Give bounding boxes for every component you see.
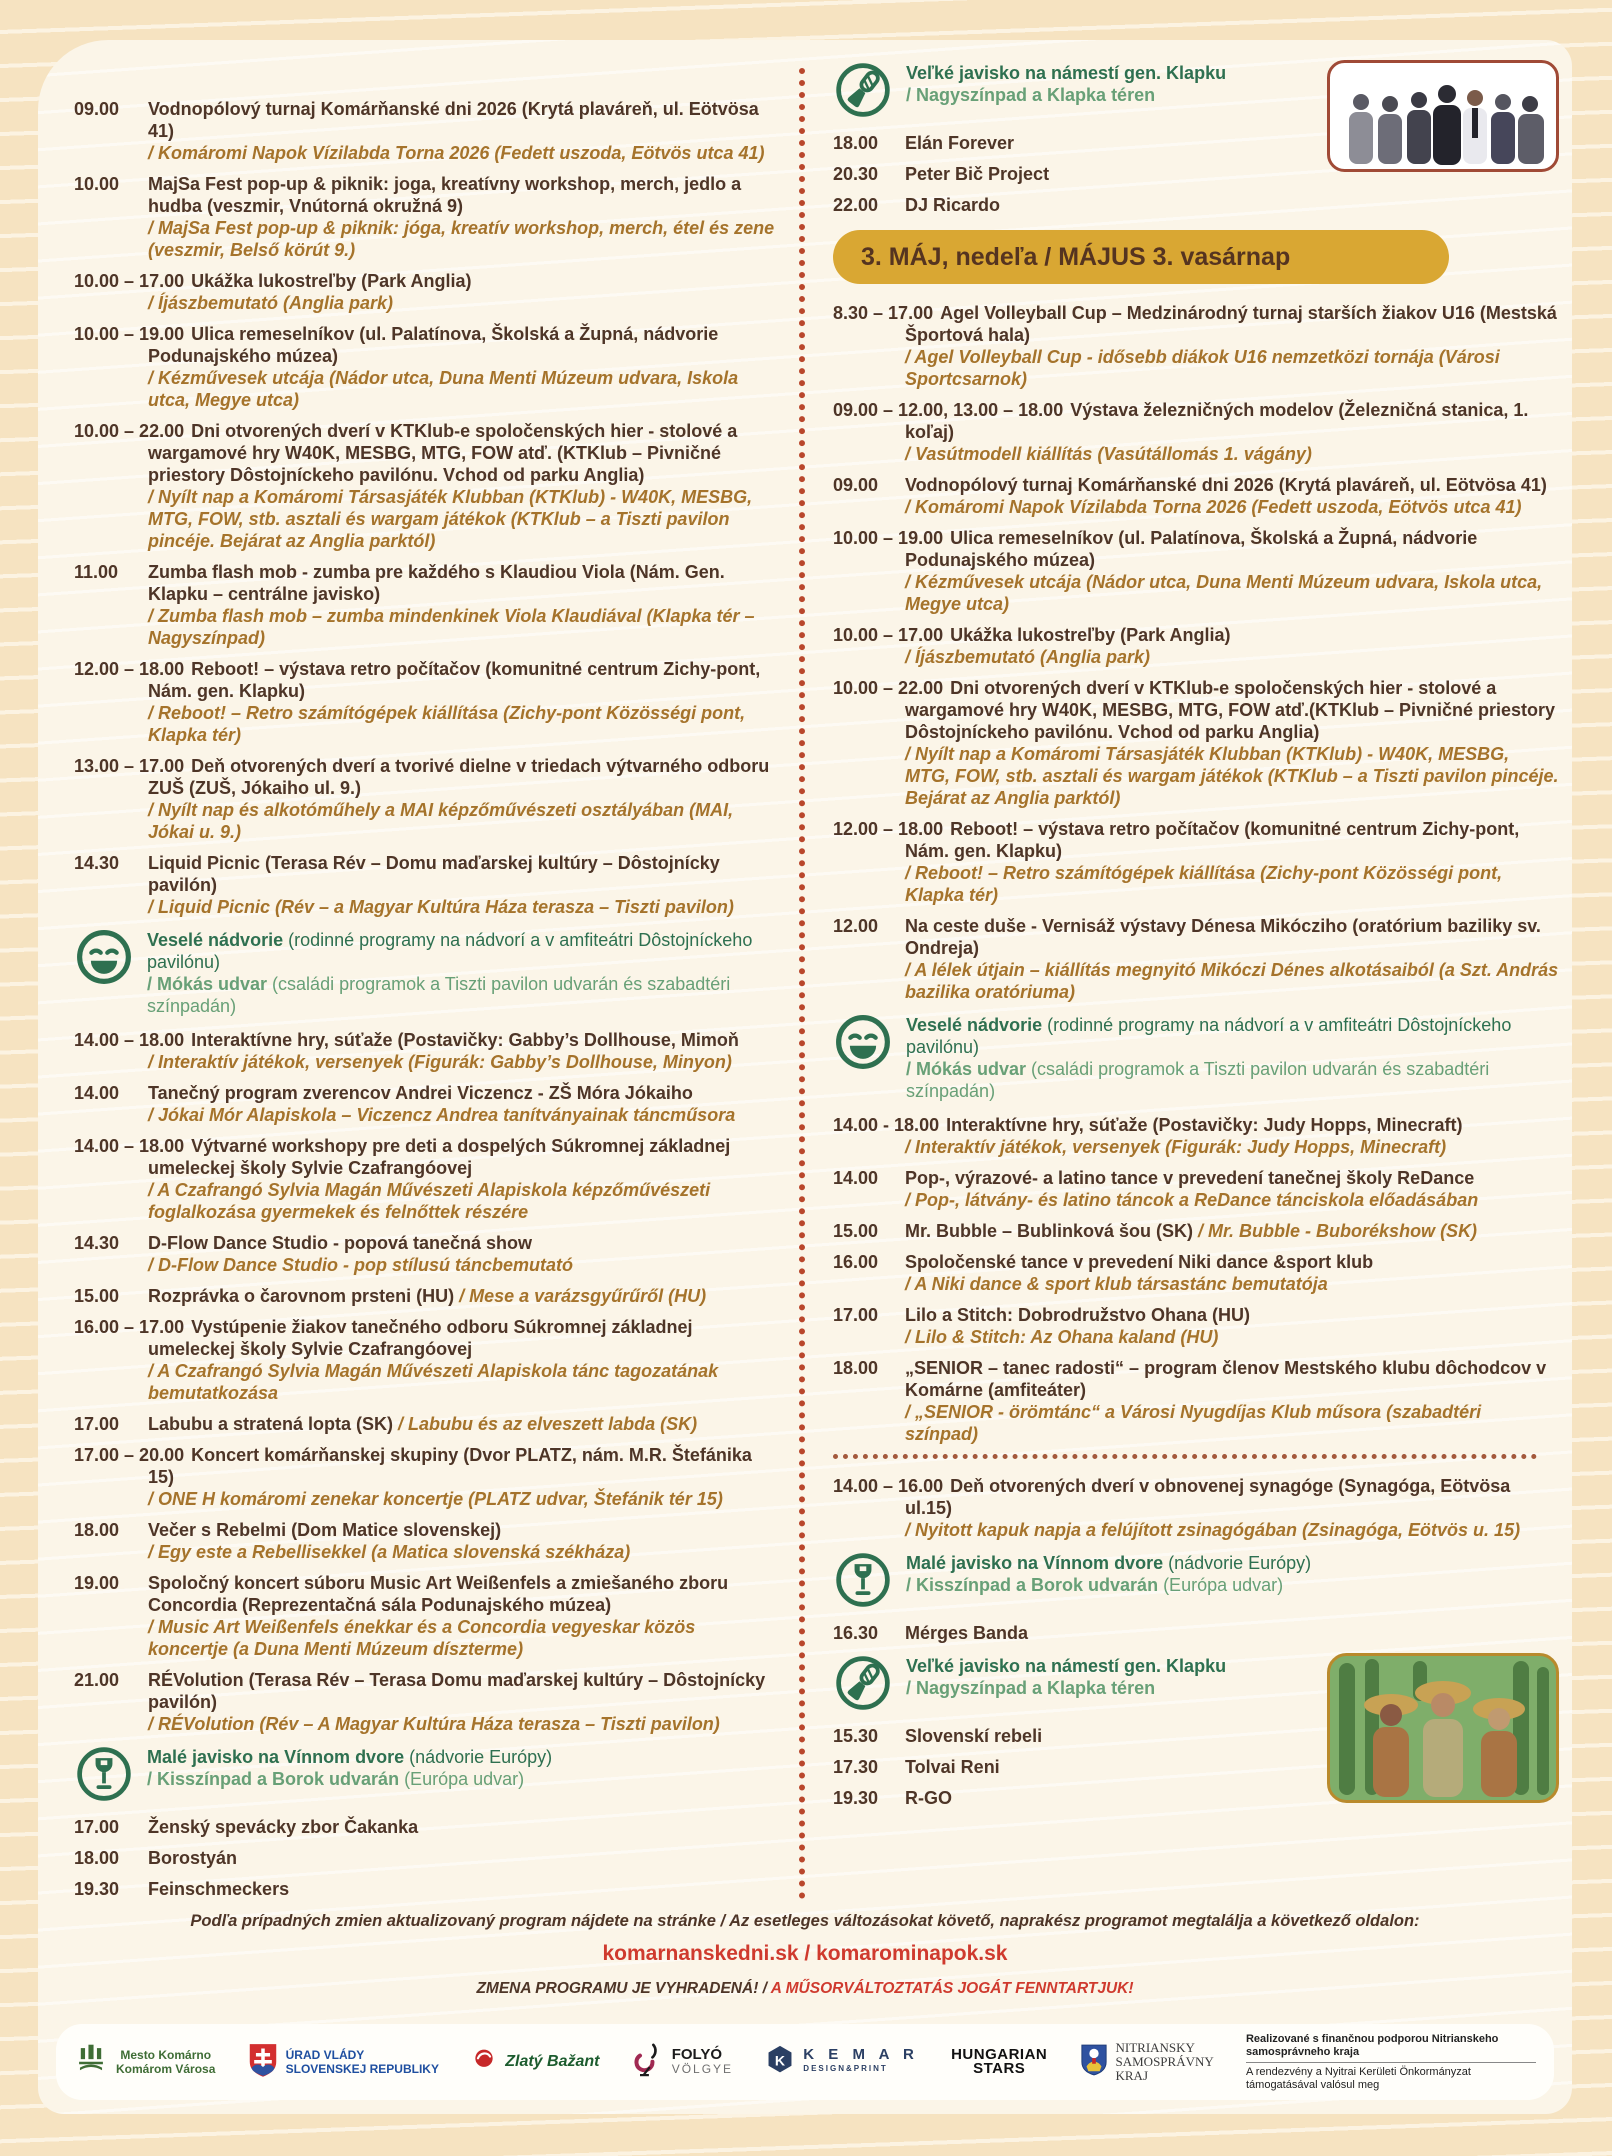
- event-row: [74, 1519, 780, 1563]
- kemar-icon: [765, 2044, 795, 2076]
- stage-title-hu-strong: / Nagyszínpad a Klapka téren: [906, 1678, 1156, 1698]
- event-row: [74, 420, 780, 552]
- event-time: 19.30: [74, 1879, 120, 1899]
- event-time: 10.00 – 19.00: [74, 324, 185, 344]
- event-title-hu: / RÉVolution (Rév – A Magyar Kultúra Háza terasza – Tiszti pavilon): [148, 1714, 720, 1734]
- logo-line: STARS: [973, 2060, 1026, 2077]
- event-row: [74, 1316, 780, 1404]
- event-time: 18.00: [74, 1848, 120, 1868]
- event-time: 10.00 – 17.00: [74, 271, 185, 291]
- event-title-sk: 15.30 Slovenskí rebeli: [833, 1726, 1043, 1746]
- event-title-sk: 12.00 – 18.00 Reboot! – výstava retro počítačov (komunitné centrum Zichy-pont, Nám. gen. Klapku): [833, 819, 1520, 861]
- event-row: [74, 658, 780, 746]
- rgo-photo: [1327, 1653, 1559, 1711]
- event-time: 17.30: [833, 1757, 879, 1777]
- event-title-hu: / Zumba flash mob – zumba mindenkinek Viola Klaudiával (Klapka tér – Nagyszínpad): [148, 606, 755, 648]
- event-title-hu: / Agel Volleyball Cup - idősebb diákok U16 nemzetközi tornája (Városi Sportcsarnok): [905, 347, 1500, 389]
- footer-websites[interactable]: komarnanskedni.sk / komarominapok.sk: [602, 1942, 1008, 1965]
- logo-line: SLOVENSKEJ REPUBLIKY: [285, 2062, 439, 2076]
- microphone-icon: [833, 1653, 893, 1713]
- event-title-sk: 14.00 Pop-, výrazové- a latino tance v prevedení tanečnej školy ReDance: [833, 1168, 1475, 1188]
- day-banner: 3. MÁJ, nedeľa / MÁJUS 3. vasárnap: [833, 230, 1449, 284]
- event-title-hu: / Interaktív játékok, versenyek (Figurák: Gabby’s Dollhouse, Minyon): [148, 1052, 732, 1072]
- event-row: [74, 561, 780, 649]
- footer-note: Podľa prípadných zmien aktualizovaný program nájdete na stránke / Az esetleges változásokat követő, naprakész programot megtalálja a következő oldalon:: [190, 1912, 1420, 1930]
- kemar-line2: DESIGN&PRINT: [803, 2064, 888, 2073]
- support-text-sk: Realizované s finančnou podporou Nitrianskeho samosprávneho kraja: [1245, 2032, 1499, 2058]
- stage-section-text: [147, 1744, 780, 1790]
- stage-title-sk: [906, 1655, 1314, 1677]
- mesto-komarno-icon: [74, 2043, 108, 2077]
- event-title-sk: 18.00 „SENIOR – tanec radosti“ – program členov Mestského klubu dôchodcov v Komárne (amfiteáter): [833, 1358, 1547, 1400]
- event-row: [833, 1357, 1559, 1445]
- event-time: 14.30: [74, 853, 120, 873]
- stage-section-header: [833, 1550, 1559, 1610]
- support-text-hu: A rendezvény a Nyitrai Kerületi Önkormányzat támogatásával valósul meg: [1245, 2065, 1471, 2091]
- event-title-sk: 17.00 – 20.00 Koncert komárňanskej skupiny (Dvor PLATZ, nám. M.R. Štefánika 15): [74, 1445, 752, 1487]
- event-title-hu: / Kézművesek utcája (Nádor utca, Duna Menti Múzeum udvara, Iskola utca, Megye utca): [148, 368, 739, 410]
- event-title-sk: 14.00 – 16.00 Deň otvorených dverí v obnovenej synagóge (Synagóga, Eötvösa ul.15): [833, 1476, 1511, 1518]
- event-title-sk: 17.00 Labubu a stratená lopta (SK) / Labubu és az elveszett labda (SK): [74, 1414, 698, 1434]
- event-row: [74, 1847, 780, 1869]
- event-title-sk: 15.00 Rozprávka o čarovnom prsteni (HU) / Mese a varázsgyűrűről (HU): [74, 1286, 707, 1306]
- event-time: 16.00 – 17.00: [74, 1317, 185, 1337]
- event-title-hu: / Interaktív játékok, versenyek (Figurák: Judy Hopps, Minecraft): [905, 1137, 1447, 1157]
- event-time: 14.00: [74, 1083, 120, 1103]
- event-row: [74, 852, 780, 918]
- event-time: 15.30: [833, 1726, 879, 1746]
- stage-title-hu-strong: / Mókás udvar: [147, 974, 268, 994]
- event-time: 09.00: [833, 475, 879, 495]
- zlaty-bazant-icon: [471, 2047, 497, 2073]
- event-row: [74, 1572, 780, 1660]
- event-title-sk: 15.00 Mr. Bubble – Bublinková šou (SK) / Mr. Bubble - Buborékshow (SK): [833, 1221, 1478, 1241]
- logo-folyo-volgye: [632, 2042, 733, 2083]
- event-row: [74, 1669, 780, 1735]
- event-time: 18.00: [833, 1358, 879, 1378]
- event-time: 11.00: [74, 562, 119, 582]
- stage-section-header: [833, 1012, 1559, 1102]
- logo-zlaty-bazant: [471, 2047, 599, 2078]
- svg-text:K: K: [775, 2051, 786, 2068]
- event-title-sk: 10.00 – 17.00 Ukážka lukostreľby (Park Anglia): [833, 625, 1231, 645]
- event-title-sk: 18.00 Večer s Rebelmi (Dom Matice slovenskej): [74, 1520, 502, 1540]
- dotted-divider: [833, 1454, 1537, 1459]
- stage-title-sk-strong: Veselé nádvorie: [906, 1015, 1043, 1035]
- event-row: [833, 1475, 1559, 1541]
- event-title-sk: 12.00 – 18.00 Reboot! – výstava retro počítačov (komunitné centrum Zichy-pont, Nám. gen. Klapku): [74, 659, 761, 701]
- event-title-hu: / Egy este a Rebellisekkel (a Matica slovenská székháza): [148, 1542, 631, 1562]
- footer-disclaimer: [38, 1980, 1572, 1998]
- event-row: [74, 1135, 780, 1223]
- logo-line: Zlatý Bažant: [505, 2053, 600, 2070]
- event-row: [833, 194, 1559, 216]
- event-title-sk: 17.30 Tolvai Reni: [833, 1757, 1000, 1777]
- mesto-komarno-mark: [74, 2043, 108, 2082]
- event-row: [74, 1082, 780, 1126]
- event-title-hu: / Jókai Mór Alapiskola – Viczencz Andrea tanítványainak táncműsora: [148, 1105, 736, 1125]
- event-title-sk: 14.00 Tanečný program zverencov Andrei Viczencz - ZŠ Móra Jókaiho: [74, 1083, 693, 1103]
- urad-vlady-mark: [248, 2042, 278, 2083]
- stage-title-sk: Malé javisko na Vínnom dvore (nádvorie Európy): [147, 1747, 553, 1767]
- logo-line: SAMOSPRÁVNY: [1115, 2054, 1214, 2069]
- event-title-hu: / Reboot! – Retro számítógépek kiállítása (Zichy-pont Közösségi pont, Klapka tér): [148, 703, 746, 745]
- event-row: [833, 1114, 1559, 1158]
- stage-section-header: [74, 927, 780, 1017]
- folyo-line1: FOLYÓ: [671, 2046, 722, 2063]
- stage-section-header: [74, 1744, 780, 1804]
- event-time: 17.00: [833, 1305, 879, 1325]
- event-title-hu: / Liquid Picnic (Rév – a Magyar Kultúra Háza terasza – Tiszti pavilon): [148, 897, 734, 917]
- event-time: 17.00 – 20.00: [74, 1445, 185, 1465]
- event-time: 12.00: [833, 916, 879, 936]
- event-title-sk: 09.00 Vodnopólový turnaj Komárňanské dni 2026 (Krytá plaváreň, ul. Eötvösa 41): [833, 475, 1547, 495]
- stage-section-text: [906, 1550, 1559, 1596]
- logo-line: ÚRAD VLÁDY: [285, 2048, 365, 2062]
- kemar-mark: [765, 2044, 795, 2081]
- event-row: [833, 915, 1559, 1003]
- event-title-hu: / Labubu és az elveszett labda (SK): [398, 1414, 698, 1434]
- event-row: [833, 1220, 1559, 1242]
- event-title-hu: / Nyílt nap a Komáromi Társasjáték Klubban (KTKlub) - W40K, MESBG, MTG, FOW, stb. asztali és wargam játékok (KTKlub – a Tiszti pavilon pincéje. Bejárat az Anglia parktól): [905, 744, 1559, 808]
- event-time: 09.00 – 12.00, 13.00 – 18.00: [833, 400, 1064, 420]
- program-column-saturday: [74, 98, 780, 1909]
- logo-mesto-komarno: [74, 2043, 215, 2082]
- event-time: 19.00: [74, 1573, 120, 1593]
- stage-title-hu-strong: / Nagyszínpad a Klapka téren: [906, 85, 1156, 105]
- stage-title-sk-strong: Veselé nádvorie: [147, 930, 284, 950]
- event-title-hu: / Kézművesek utcája (Nádor utca, Duna Menti Múzeum udvara, Iskola utca, Megye utca): [905, 572, 1543, 614]
- event-time: 09.00: [74, 99, 120, 119]
- event-time: 10.00 – 22.00: [74, 421, 185, 441]
- event-row: [74, 1878, 780, 1900]
- logo-line: NITRIANSKY: [1115, 2040, 1195, 2055]
- event-row: [833, 677, 1559, 809]
- event-title-hu: / Nyílt nap a Komáromi Társasjáték Klubban (KTKlub) - W40K, MESBG, MTG, FOW, stb. asztali és wargam játékok (KTKlub – a Tiszti pavilon pincéje. Bejárat az Anglia parktól): [148, 487, 753, 551]
- event-time: 22.00: [833, 195, 879, 215]
- stage-section-text: [906, 1012, 1559, 1102]
- event-time: 15.00: [833, 1221, 879, 1241]
- event-row: [833, 818, 1559, 906]
- event-time: 14.00 - 18.00: [833, 1115, 940, 1135]
- logo-hungarian-stars-label: [951, 2048, 1047, 2076]
- logo-zlaty-bazant-label: [505, 2055, 599, 2069]
- event-title-hu: / Íjászbemutató (Anglia park): [148, 293, 394, 313]
- event-title-sk: 17.00 Ženský spevácky zbor Čakanka: [74, 1817, 419, 1837]
- event-time: 12.00 – 18.00: [833, 819, 944, 839]
- event-row: [833, 302, 1559, 390]
- smiley-icon: [833, 1012, 893, 1072]
- event-title-sk: 10.00 – 17.00 Ukážka lukostreľby (Park Anglia): [74, 271, 472, 291]
- event-time: 13.00 – 17.00: [74, 756, 185, 776]
- event-title-hu: / „SENIOR - örömtánc“ a Városi Nyugdíjas Klub műsora (szabadtéri színpad): [905, 1402, 1482, 1444]
- event-title-hu: / Music Art Weißenfels énekkar és a Concordia vegyeskar közös koncertje (a Duna Menti Múzeum díszterme): [148, 1617, 696, 1659]
- event-title-hu: / D-Flow Dance Studio - pop stílusú táncbemutató: [148, 1255, 574, 1275]
- event-title-hu: / Komáromi Napok Vízilabda Torna 2026 (Fedett uszoda, Eötvös utca 41): [905, 497, 1522, 517]
- microphone-icon: [833, 60, 893, 120]
- event-title-hu: / A lélek útjain – kiállítás megnyitó Mikóczi Dénes alkotásaiból (a Szt. András bazilika oratóriuma): [905, 960, 1559, 1002]
- nitriansky-kraj-mark: [1080, 2043, 1108, 2082]
- event-title-sk: 10.00 – 19.00 Ulica remeselníkov (ul. Palatínova, Školská a Župná, nádvorie Podunajského múzea): [74, 324, 719, 366]
- event-time: 21.00: [74, 1670, 120, 1690]
- event-title-sk: 18.00 Borostyán: [74, 1848, 238, 1868]
- stage-section-header: [833, 60, 1559, 120]
- event-row: [833, 1304, 1559, 1348]
- event-time: 8.30 – 17.00: [833, 303, 934, 323]
- event-title-sk: 21.00 RÉVolution (Terasa Rév – Terasa Domu maďarskej kultúry – Dôstojnícky pavilón): [74, 1670, 766, 1712]
- folyo-line2: VÖLGYE: [671, 2062, 734, 2076]
- footer-disclaimer-hu: A MŰSORVÁLTOZTATÁS JOGÁT FENNTARTJUK!: [770, 1980, 1134, 1997]
- event-row: [74, 1444, 780, 1510]
- logo-nitriansky-kraj-label: [1116, 2041, 1214, 2083]
- event-title-sk: 10.00 – 22.00 Dni otvorených dverí v KTKlub-e spoločenských hier - stolové a wargamové hry W40K, MESBG, MTG, FOW atď. (KTKlub – Pivničné priestory Dôstojníckeho pavilónu. Vchod od parku Anglia): [74, 421, 738, 485]
- event-row: [74, 1816, 780, 1838]
- event-row: [74, 755, 780, 843]
- stage-title-hu: / Mókás udvar (családi programok a Tiszti pavilon udvarán és szabadtéri színpadán): [147, 974, 731, 1016]
- logo-kemar: [765, 2044, 919, 2081]
- event-title-sk: 10.00 – 22.00 Dni otvorených dverí v KTKlub-e spoločenských hier - stolové a wargamové hry W40K, MESBG, MTG, FOW atď.(KTKlub – Pivničné priestory Dôstojníckeho pavilónu. Vchod od parku Anglia): [833, 678, 1556, 742]
- event-title-sk: 10.00 MajSa Fest pop-up & piknik: joga, kreatívny workshop, merch, jedlo a hudba (veszmir, Vnútorná okružná 9): [74, 174, 742, 216]
- event-title-sk: 14.00 – 18.00 Výtvarné workshopy pre deti a dospelých Súkromnej základnej umeleckej školy Sylvie Czafrangóovej: [74, 1136, 731, 1178]
- event-title-sk: 12.00 Na ceste duše - Vernisáž výstavy Dénesa Mikócziho (oratórium baziliky sv. Ondreja): [833, 916, 1541, 958]
- stage-section-header: [833, 1653, 1559, 1713]
- event-time: 14.00: [833, 1168, 879, 1188]
- wine-glass-icon: [833, 1550, 893, 1610]
- event-title-hu: / Nyílt nap és alkotóműhely a MAI képzőművészeti osztályában (MAI, Jókai u. 9.): [148, 800, 734, 842]
- event-title-hu: / Vasútmodell kiállítás (Vasútállomás 1. vágány): [905, 444, 1312, 464]
- logo-mesto-komarno-label: [116, 2048, 215, 2076]
- event-title-sk: 13.00 – 17.00 Deň otvorených dverí a tvorivé dielne v triedach výtvarného odboru ZUŠ (ZUŠ, Jókaiho ul. 9.): [74, 756, 770, 798]
- stage-title-hu: / Mókás udvar (családi programok a Tiszti pavilon udvarán és szabadtéri színpadán): [906, 1059, 1490, 1101]
- event-time: 18.00: [833, 133, 879, 153]
- event-title-sk: 14.30 D-Flow Dance Studio - popová tanečná show: [74, 1233, 533, 1253]
- event-row: [833, 527, 1559, 615]
- event-time: 14.00 – 18.00: [74, 1136, 185, 1156]
- event-time: 14.30: [74, 1233, 120, 1253]
- event-row: [74, 1029, 780, 1073]
- event-title-hu: / MajSa Fest pop-up & piknik: jóga, kreatív workshop, merch, étel és zene (veszmir, Belső körút 9.): [148, 218, 775, 260]
- program-card: [38, 40, 1572, 2114]
- footer-disclaimer-sk: ZMENA PROGRAMU JE VYHRADENÁ! /: [476, 1980, 771, 1997]
- event-row: [74, 98, 780, 164]
- event-title-sk: 19.30 Feinschmeckers: [74, 1879, 290, 1899]
- event-title-sk: 10.00 – 19.00 Ulica remeselníkov (ul. Palatínova, Školská a Župná, nádvorie Podunajského múzea): [833, 528, 1478, 570]
- logo-line: Mesto Komárno: [120, 2048, 212, 2062]
- event-title-hu: / ONE H komáromi zenekar koncertje (PLATZ udvar, Štefánik tér 15): [148, 1489, 723, 1509]
- event-row: [833, 1622, 1559, 1644]
- event-title-hu: / A Niki dance & sport klub társastánc bemutatója: [905, 1274, 1328, 1294]
- event-title-sk: 19.00 Spoločný koncert súboru Music Art Weißenfels a zmiešaného zboru Concordia (Reprezentačná sála Podunajského múzea): [74, 1573, 729, 1615]
- stage-title-hu: [906, 84, 1314, 106]
- stage-title-sk-strong: Veľké javisko na námestí gen. Klapku: [906, 63, 1227, 83]
- stage-title-sk-strong: Veľké javisko na námestí gen. Klapku: [906, 1656, 1227, 1676]
- event-row: [833, 399, 1559, 465]
- logo-folyo-volgye-label: [672, 2048, 733, 2076]
- event-time: 15.00: [74, 1286, 120, 1306]
- event-title-hu: / Mese a varázsgyűrűről (HU): [459, 1286, 707, 1306]
- stage-title-hu-strong: / Mókás udvar: [906, 1059, 1027, 1079]
- event-title-hu: / Komáromi Napok Vízilabda Torna 2026 (Fedett uszoda, Eötvös utca 41): [148, 143, 765, 163]
- event-title-sk: 22.00 DJ Ricardo: [833, 195, 1001, 215]
- band-photo: [1327, 60, 1559, 172]
- event-title-sk: 16.00 – 17.00 Vystúpenie žiakov tanečného odboru Súkromnej základnej umeleckej školy Sylvie Czafrangóovej: [74, 1317, 693, 1359]
- event-title-hu: / Reboot! – Retro számítógépek kiállítása (Zichy-pont Közösségi pont, Klapka tér): [905, 863, 1503, 905]
- logo-kemar-label: [803, 2048, 919, 2076]
- event-time: 16.00: [833, 1252, 879, 1272]
- event-time: 17.00: [74, 1414, 120, 1434]
- event-row: [74, 1285, 780, 1307]
- event-title-hu: / Pop-, látvány- és latino táncok a ReDance tánciskola előadásában: [905, 1190, 1479, 1210]
- stage-title-hu: / Kisszínpad a Borok udvarán (Európa udvar): [906, 1575, 1284, 1595]
- event-time: 18.00: [74, 1520, 120, 1540]
- event-title-sk: 16.00 Spoločenské tance v prevedení Niki dance &sport klub: [833, 1252, 1374, 1272]
- event-title-sk: 16.30 Mérges Banda: [833, 1623, 1029, 1643]
- logo-urad-vlady: [248, 2042, 439, 2083]
- event-row: [74, 270, 780, 314]
- folyo-volgye-icon: [632, 2042, 664, 2078]
- stage-title-sk: Malé javisko na Vínnom dvore (nádvorie Európy): [906, 1553, 1312, 1573]
- support-divider: [1246, 2062, 1536, 2063]
- logo-hungarian-stars: [951, 2048, 1047, 2076]
- event-row: [74, 173, 780, 261]
- event-title-sk: 14.00 - 18.00 Interaktívne hry, súťaže (Postavičky: Judy Hopps, Minecraft): [833, 1115, 1463, 1135]
- stage-title-hu-strong: / Kisszínpad a Borok udvarán: [147, 1769, 400, 1789]
- logo-nitriansky-kraj: [1080, 2041, 1214, 2083]
- event-time: 19.30: [833, 1788, 879, 1808]
- event-time: 10.00 – 22.00: [833, 678, 944, 698]
- logo-urad-vlady-label: [286, 2048, 439, 2076]
- event-title-sk: 18.00 Elán Forever: [833, 133, 1015, 153]
- logo-support-label: [1246, 2033, 1536, 2092]
- event-title-sk: 11.00 Zumba flash mob - zumba pre každého s Klaudiou Viola (Nám. Gen. Klapku – centrálne javisko): [74, 562, 725, 604]
- stage-title-sk: Veselé nádvorie (rodinné programy na nádvorí a v amfiteátri Dôstojníckeho pavilónu): [147, 930, 753, 972]
- event-title-hu: / A Czafrangó Sylvia Magán Művészeti Alapiskola tánc tagozatának bemutatkozása: [148, 1361, 719, 1403]
- event-time: 20.30: [833, 164, 879, 184]
- event-row: [833, 474, 1559, 518]
- event-row: [833, 1251, 1559, 1295]
- stage-section-text: [906, 60, 1314, 106]
- event-time: 10.00 – 17.00: [833, 625, 944, 645]
- event-title-hu: / Lilo & Stitch: Az Ohana kaland (HU): [905, 1327, 1219, 1347]
- event-row: [833, 1167, 1559, 1211]
- event-time: 12.00 – 18.00: [74, 659, 185, 679]
- stage-title-hu-strong: / Kisszínpad a Borok udvarán: [906, 1575, 1159, 1595]
- event-row: [833, 624, 1559, 668]
- stage-title-sk: Veselé nádvorie (rodinné programy na nádvorí a v amfiteátri Dôstojníckeho pavilónu): [906, 1015, 1512, 1057]
- wine-glass-icon: [74, 1744, 134, 1804]
- smiley-icon: [74, 927, 134, 987]
- event-time: 14.00 – 16.00: [833, 1476, 944, 1496]
- event-title-hu: / Nyitott kapuk napja a felújított zsinagógában (Zsinagóga, Eötvös u. 15): [905, 1520, 1521, 1540]
- event-title-sk: 14.00 – 18.00 Interaktívne hry, súťaže (Postavičky: Gabby’s Dollhouse, Mimoň: [74, 1030, 739, 1050]
- column-divider-dotted: [799, 68, 805, 1900]
- event-row: [74, 1232, 780, 1276]
- slovak-coat-of-arms-icon: [248, 2042, 278, 2078]
- event-row: [74, 1413, 780, 1435]
- event-time: 14.00 – 18.00: [74, 1030, 185, 1050]
- event-title-sk: 20.30 Peter Bič Project: [833, 164, 1050, 184]
- event-title-hu: / Íjászbemutató (Anglia park): [905, 647, 1151, 667]
- folyo-volgye-mark: [632, 2042, 664, 2083]
- event-time: 10.00: [74, 174, 120, 194]
- event-time: 10.00 – 19.00: [833, 528, 944, 548]
- event-title-sk: 8.30 – 17.00 Agel Volleyball Cup – Medzinárodný turnaj starších žiakov U16 (Mestská Športová hala): [833, 303, 1557, 345]
- event-title-hu: / A Czafrangó Sylvia Magán Művészeti Alapiskola képzőművészeti foglalkozása gyermekek és felnőttek részére: [148, 1180, 711, 1222]
- program-column-sunday: [833, 56, 1559, 1818]
- stage-section-text: [147, 927, 780, 1017]
- event-title-hu: / Mr. Bubble - Buborékshow (SK): [1198, 1221, 1478, 1241]
- event-title-sk: 09.00 Vodnopólový turnaj Komárňanské dni 2026 (Krytá plaváreň, ul. Eötvösa 41): [74, 99, 759, 141]
- logo-line: HUNGARIAN: [951, 2046, 1048, 2063]
- kemar-line1: K E M A R: [803, 2046, 919, 2063]
- logo-line: Komárom Városa: [116, 2062, 216, 2076]
- event-title-sk: 14.30 Liquid Picnic (Terasa Rév – Domu maďarskej kultúry – Dôstojnícky pavilón): [74, 853, 720, 895]
- band-photo: [1327, 60, 1559, 118]
- event-time: 16.30: [833, 1623, 879, 1643]
- event-row: [74, 323, 780, 411]
- rgo-band-photo: [1327, 1653, 1559, 1803]
- event-title-sk: 19.30 R-GO: [833, 1788, 952, 1808]
- event-time: 17.00: [74, 1817, 120, 1837]
- stage-title-sk: [906, 62, 1314, 84]
- stage-title-sk-strong: Malé javisko na Vínnom dvore: [147, 1747, 405, 1767]
- stage-title-sk-strong: Malé javisko na Vínnom dvore: [906, 1553, 1164, 1573]
- logo-support: [1246, 2033, 1536, 2092]
- stage-title-hu: [906, 1677, 1314, 1699]
- stage-section-text: [906, 1653, 1314, 1699]
- sponsor-logo-bar: [56, 2024, 1554, 2100]
- logo-line: KRAJ: [1115, 2068, 1149, 2083]
- nitriansky-kraj-coat-of-arms-icon: [1080, 2043, 1108, 2077]
- event-title-sk: 09.00 – 12.00, 13.00 – 18.00 Výstava železničných modelov (Železničná stanica, 1. koľaj): [833, 400, 1529, 442]
- stage-title-hu: / Kisszínpad a Borok udvarán (Európa udvar): [147, 1769, 525, 1789]
- event-title-sk: 17.00 Lilo a Stitch: Dobrodružstvo Ohana (HU): [833, 1305, 1250, 1325]
- zlaty-bazant-mark: [471, 2047, 497, 2078]
